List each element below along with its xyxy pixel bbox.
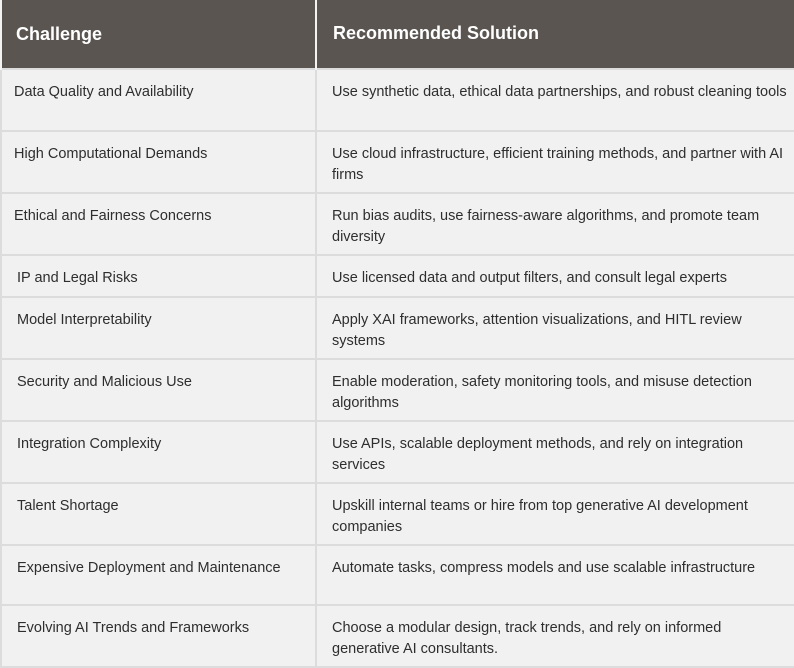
challenge-cell: Data Quality and Availability [1,69,316,131]
challenge-cell: Model Interpretability [1,297,316,359]
solution-cell: Automate tasks, compress models and use scalable infrastructure [316,545,794,605]
challenge-cell: Integration Complexity [1,421,316,483]
solution-cell: Use cloud infrastructure, efficient training methods, and partner with AI firms [316,131,794,193]
solution-cell: Use APIs, scalable deployment methods, and rely on integration services [316,421,794,483]
solution-cell: Upskill internal teams or hire from top generative AI development companies [316,483,794,545]
table-row [1,255,794,297]
challenge-cell: High Computational Demands [1,131,316,193]
table-row [1,69,794,131]
table-row [1,359,794,421]
table-row [1,421,794,483]
header-challenge: Challenge [1,0,316,69]
table-row [1,193,794,255]
solution-cell: Choose a modular design, track trends, and rely on informed generative AI consultants. [316,605,794,667]
solution-cell: Enable moderation, safety monitoring tools, and misuse detection algorithms [316,359,794,421]
challenge-cell: Security and Malicious Use [1,359,316,421]
table-header [1,0,794,69]
table-row [1,605,794,667]
table-row [1,483,794,545]
challenge-cell: Evolving AI Trends and Frameworks [1,605,316,667]
header-row [1,0,794,69]
solution-cell: Use synthetic data, ethical data partnerships, and robust cleaning tools [316,69,794,131]
solution-cell: Use licensed data and output filters, and consult legal experts [316,255,794,297]
table-row [1,545,794,605]
table-body [1,69,794,667]
challenge-cell: IP and Legal Risks [1,255,316,297]
challenge-cell: Expensive Deployment and Maintenance [1,545,316,605]
solution-cell: Run bias audits, use fairness-aware algorithms, and promote team diversity [316,193,794,255]
challenge-cell: Talent Shortage [1,483,316,545]
challenge-cell: Ethical and Fairness Concerns [1,193,316,255]
solution-cell: Apply XAI frameworks, attention visualizations, and HITL review systems [316,297,794,359]
table-row [1,297,794,359]
header-solution: Recommended Solution [316,0,794,69]
table-row [1,131,794,193]
